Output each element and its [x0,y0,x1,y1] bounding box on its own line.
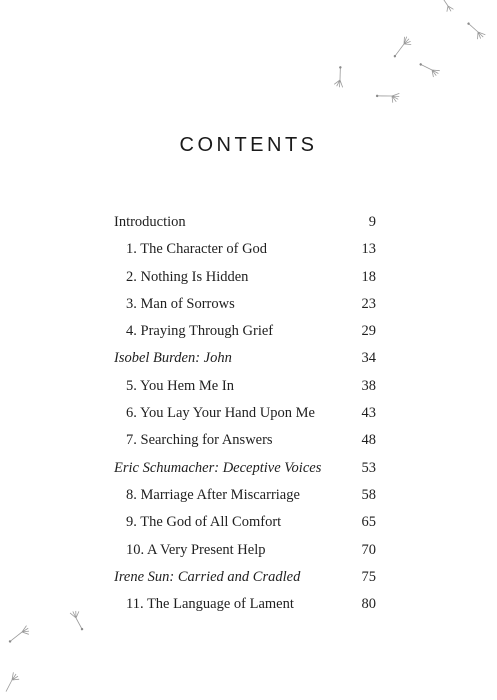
toc-entry-title: Irene Sun: Carried and Cradled [114,568,301,585]
toc-entry[interactable] [114,291,376,318]
toc-entry-title: 4. Praying Through Grief [126,323,274,340]
toc-entry-page-number: 13 [361,241,376,258]
dandelion-seed-icon [376,86,401,104]
toc-entry[interactable] [114,236,376,263]
toc-entry[interactable] [114,373,376,400]
dandelion-seed-icon [419,57,440,78]
toc-entry[interactable] [114,591,376,618]
toc-entry-title: 11. The Language of Lament [126,596,294,613]
toc-entry[interactable] [114,264,376,291]
toc-entry[interactable] [114,400,376,427]
dandelion-seed-icon [0,672,21,692]
toc-entry-title: 6. You Lay Your Hand Upon Me [126,405,315,422]
table-of-contents [114,209,376,618]
toc-entry-page-number: 65 [361,514,376,531]
toc-entry-title: Isobel Burden: John [114,350,232,367]
toc-entry-page-number: 53 [361,459,376,476]
toc-entry[interactable] [114,564,376,591]
toc-entry[interactable] [114,209,376,236]
dandelion-seed-icon [467,18,486,41]
toc-entry-title: 5. You Hem Me In [126,377,234,394]
toc-entry-page-number: 23 [361,295,376,312]
toc-entry[interactable] [114,482,376,509]
toc-entry-title: 8. Marriage After Miscarriage [126,486,300,503]
toc-entry-page-number: 9 [368,214,376,230]
toc-entry-page-number: 38 [361,377,376,394]
toc-entry-title: 3. Man of Sorrows [126,295,235,312]
contents-heading: CONTENTS [179,134,318,156]
toc-entry-title: 10. A Very Present Help [126,541,266,558]
dandelion-seed-icon [70,610,84,632]
toc-entry-title: 7. Searching for Answers [126,432,273,449]
toc-entry-page-number: 80 [361,596,376,613]
dandelion-seed-icon [6,625,31,643]
toc-entry-page-number: 48 [361,432,376,449]
toc-entry-title: Eric Schumacher: Deceptive Voices [114,459,322,476]
toc-entry-title: Introduction [114,214,186,230]
toc-entry-page-number: 29 [361,323,376,340]
toc-entry-title: 2. Nothing Is Hidden [126,268,249,285]
dandelion-seed-icon [388,35,414,58]
dandelion-seed-icon [442,0,453,13]
toc-entry-title: 9. The God of All Comfort [126,514,282,531]
toc-entry[interactable] [114,509,376,536]
toc-entry-page-number: 70 [361,541,376,558]
toc-entry[interactable] [114,537,376,564]
toc-entry-page-number: 43 [361,405,376,422]
toc-entry-page-number: 34 [361,350,376,367]
toc-entry-page-number: 75 [361,568,376,585]
dandelion-seed-icon [333,66,349,88]
toc-entry[interactable] [114,455,376,482]
toc-entry[interactable] [114,345,376,372]
toc-entry[interactable] [114,318,376,345]
toc-entry-title: 1. The Character of God [126,241,268,258]
toc-entry-page-number: 58 [361,486,376,503]
toc-entry-page-number: 18 [361,268,376,285]
toc-entry[interactable] [114,427,376,454]
